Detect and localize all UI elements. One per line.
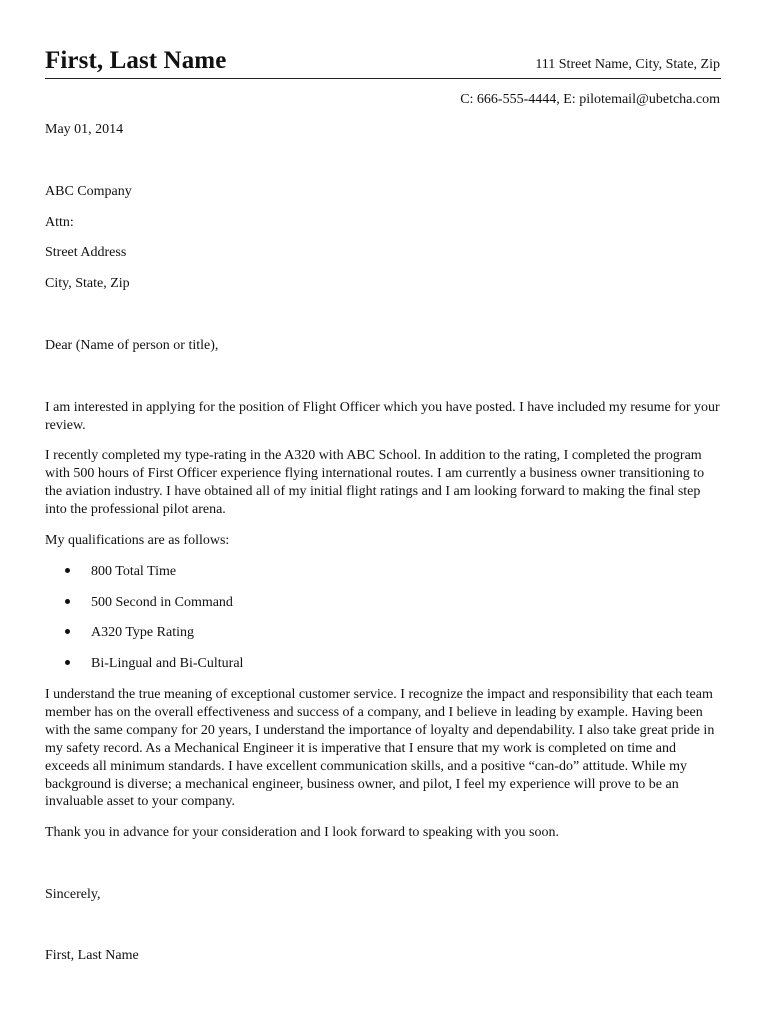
qualification-text: 800 Total Time <box>91 564 177 579</box>
recipient-city: City, State, Zip <box>45 276 130 291</box>
bullet-icon <box>65 629 70 634</box>
recipient-street: Street Address <box>45 245 127 260</box>
sender-contact: C: 666-555-4444, E: pilotemail@ubetcha.com <box>460 92 720 107</box>
signature-name: First, Last Name <box>45 948 139 963</box>
sender-name: First, Last Name <box>45 47 227 74</box>
sender-address: 111 Street Name, City, State, Zip <box>535 57 720 72</box>
salutation: Dear (Name of person or title), <box>45 338 219 353</box>
bullet-icon <box>65 599 70 604</box>
closing-paragraph: Thank you in advance for your consideration and I look forward to speaking with you soon. <box>45 825 559 840</box>
qualification-text: A320 Type Rating <box>91 625 194 641</box>
paragraph-service: I understand the true meaning of exceptional customer service. I recognize the impact and responsibility that each team member has on the overall effectiveness and success of a company, and I believe in leading by example. Having been with the same company for 20 years, I understand the importance of loyalty and dependability. I also take great pride in my safety record. As a Mechanical Engineer it is imperative that I ensure that my work is completed on time and exceeds all minimum standards. I have excellent communication skills, and a positive “can-do” attitude. While my background is diverse; a mechanical engineer, business owner, and pilot, I feel my experience will prove to be an invaluable asset to your company. <box>45 687 715 810</box>
sign-off: Sincerely, <box>45 887 101 902</box>
header-divider <box>45 78 721 79</box>
paragraph-intro: I am interested in applying for the position of Flight Officer which you have posted. I have included my resume for your review. <box>45 400 720 433</box>
qualification-text: 500 Second in Command <box>91 594 233 610</box>
bullet-icon <box>65 660 70 665</box>
letter-date: May 01, 2014 <box>45 122 124 137</box>
paragraph-experience: I recently completed my type-rating in the A320 with ABC School. In addition to the rating, I completed the program with 500 hours of First Officer experience flying international routes. I am currently a business owner transitioning to the aviation industry. I have obtained all of my initial flight ratings and I am looking forward to making the final step into the professional pilot arena. <box>45 448 705 517</box>
recipient-company: ABC Company <box>45 184 132 199</box>
qualifications-intro: My qualifications are as follows: <box>45 533 230 548</box>
bullet-icon <box>65 568 70 573</box>
recipient-attn: Attn: <box>45 215 74 230</box>
qualification-text: Bi-Lingual and Bi-Cultural <box>91 656 244 672</box>
